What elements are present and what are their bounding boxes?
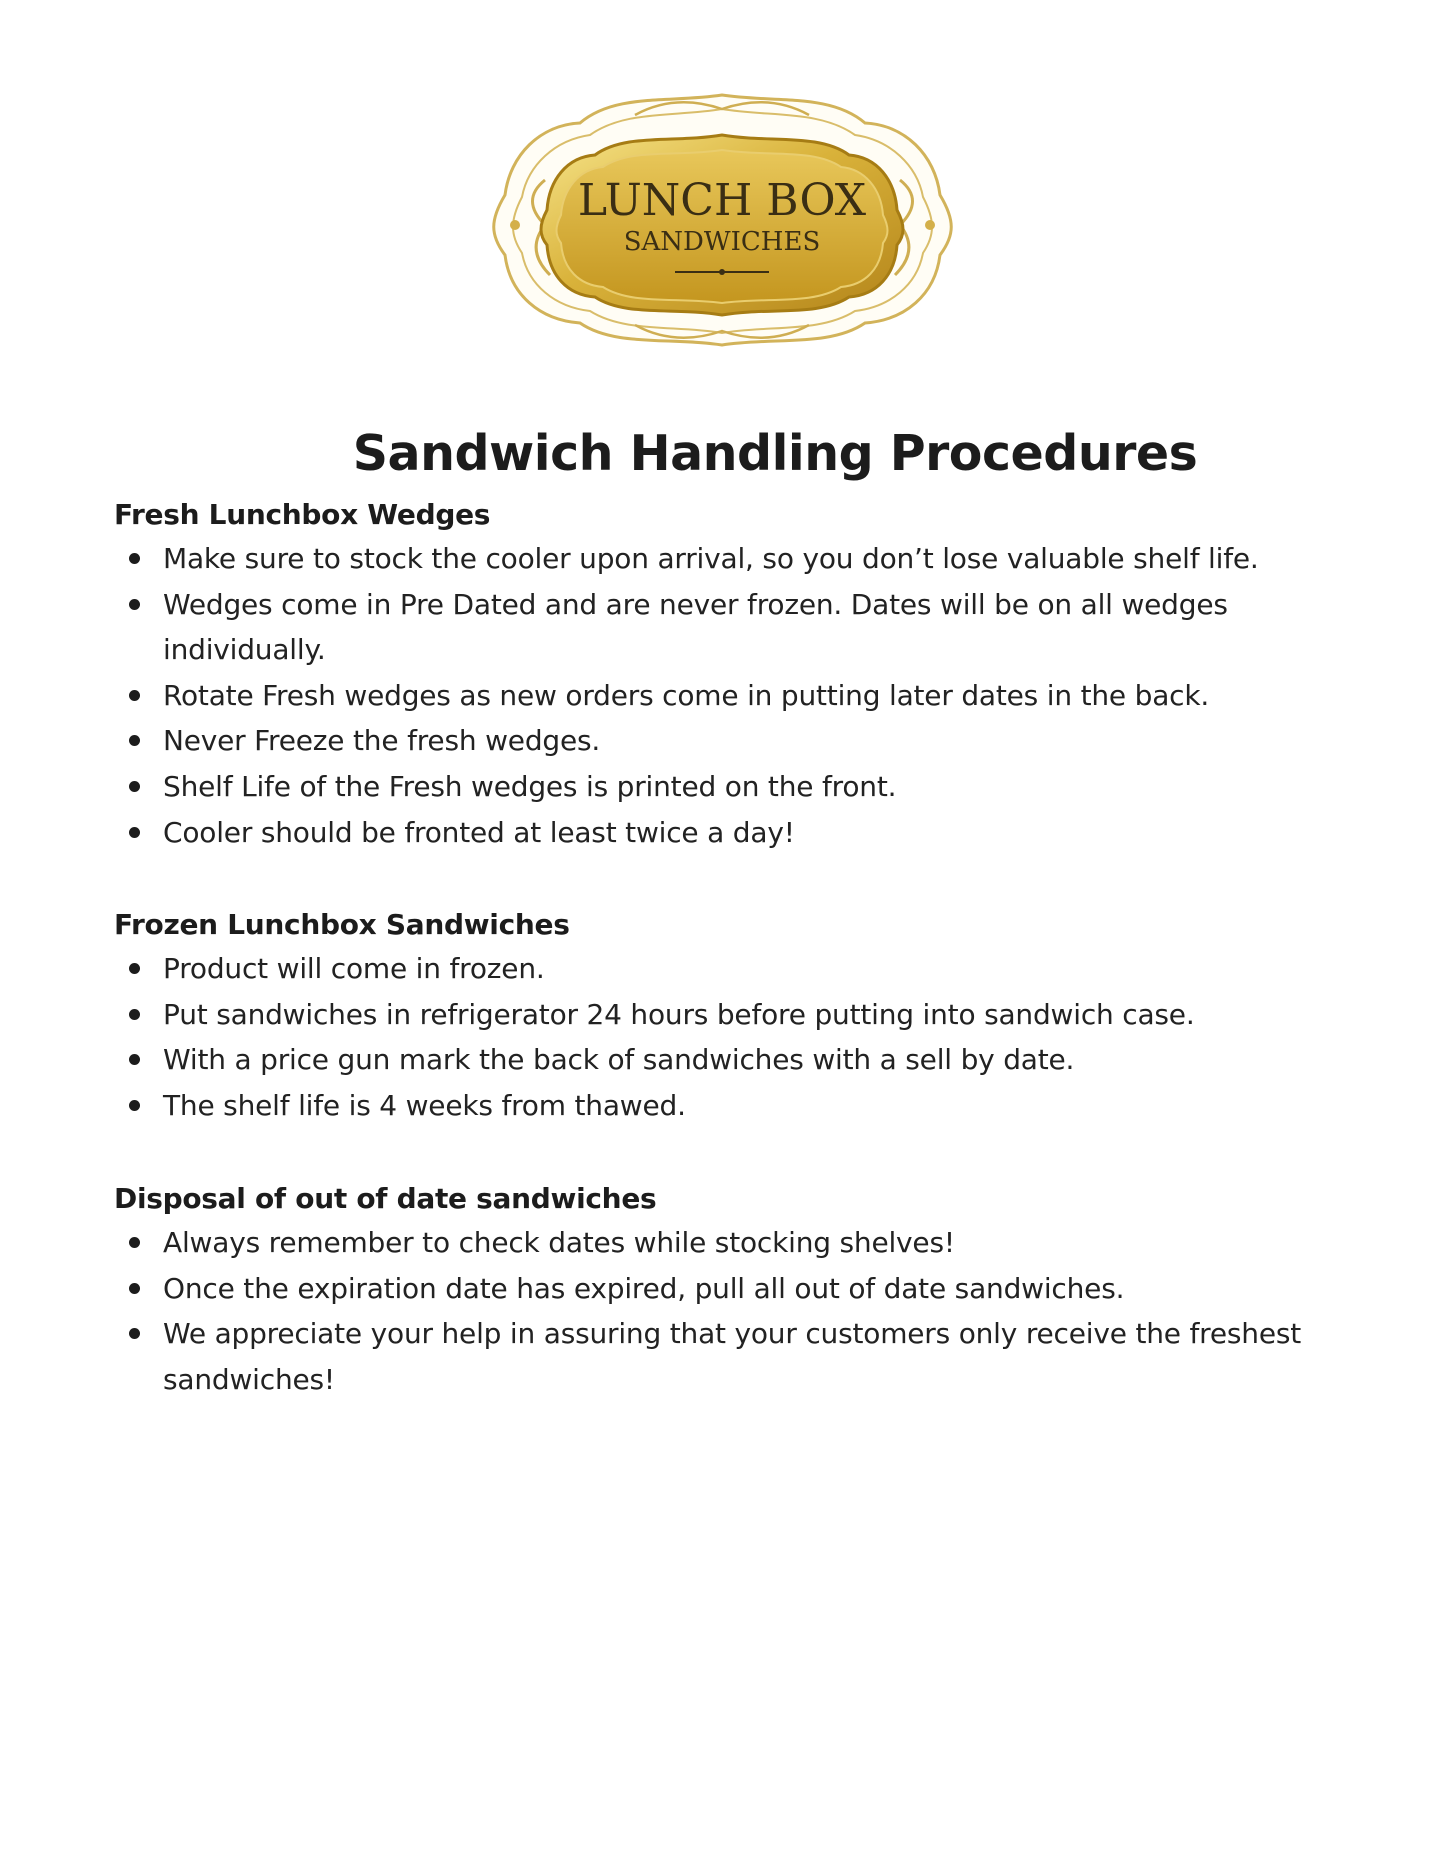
lunch-box-logo xyxy=(485,85,960,355)
page-title: Sandwich Handling Procedures xyxy=(352,425,1198,482)
list-item: We appreciate your help in assuring that your customers only receive the freshest sandwiches! xyxy=(114,1311,1344,1402)
bullet-list xyxy=(114,536,1344,855)
section-fresh-wedges xyxy=(114,494,1344,855)
list-item: Put sandwiches in refrigerator 24 hours before putting into sandwich case. xyxy=(114,992,1344,1038)
bullet-icon xyxy=(129,599,140,610)
bullet-icon xyxy=(129,1237,140,1248)
bullet-icon xyxy=(129,553,140,564)
list-item: Wedges come in Pre Dated and are never frozen. Dates will be on all wedges individually. xyxy=(114,582,1344,673)
logo-subtitle: SANDWICHES xyxy=(623,227,821,257)
list-item: Always remember to check dates while stocking shelves! xyxy=(114,1220,1344,1266)
bullet-icon xyxy=(129,1100,140,1111)
bullet-list xyxy=(114,1220,1344,1402)
list-item: Cooler should be fronted at least twice a day! xyxy=(114,810,1344,856)
bullet-icon xyxy=(129,735,140,746)
lunch-box-logo-graphic xyxy=(485,85,960,355)
bullet-icon xyxy=(129,1009,140,1020)
bullet-icon xyxy=(129,963,140,974)
bullet-icon xyxy=(129,1283,140,1294)
list-item: The shelf life is 4 weeks from thawed. xyxy=(114,1083,1344,1129)
list-item: Rotate Fresh wedges as new orders come in putting later dates in the back. xyxy=(114,673,1344,719)
section-heading: Frozen Lunchbox Sandwiches xyxy=(114,908,570,941)
section-heading: Disposal of out of date sandwiches xyxy=(114,1182,657,1215)
section-frozen-sandwiches xyxy=(114,904,1344,1128)
bullet-list xyxy=(114,946,1344,1128)
bullet-icon xyxy=(129,781,140,792)
list-item: Product will come in frozen. xyxy=(114,946,1344,992)
bullet-icon xyxy=(129,827,140,838)
bullet-icon xyxy=(129,1328,140,1339)
bullet-icon xyxy=(129,690,140,701)
section-heading: Fresh Lunchbox Wedges xyxy=(114,498,491,531)
logo-title: LUNCH BOX xyxy=(577,175,867,226)
list-item: With a price gun mark the back of sandwiches with a sell by date. xyxy=(114,1037,1344,1083)
bullet-icon xyxy=(129,1054,140,1065)
list-item: Never Freeze the fresh wedges. xyxy=(114,718,1344,764)
list-item: Once the expiration date has expired, pull all out of date sandwiches. xyxy=(114,1266,1344,1312)
list-item: Make sure to stock the cooler upon arrival, so you don’t lose valuable shelf life. xyxy=(114,536,1344,582)
section-disposal xyxy=(114,1178,1344,1402)
list-item: Shelf Life of the Fresh wedges is printed on the front. xyxy=(114,764,1344,810)
